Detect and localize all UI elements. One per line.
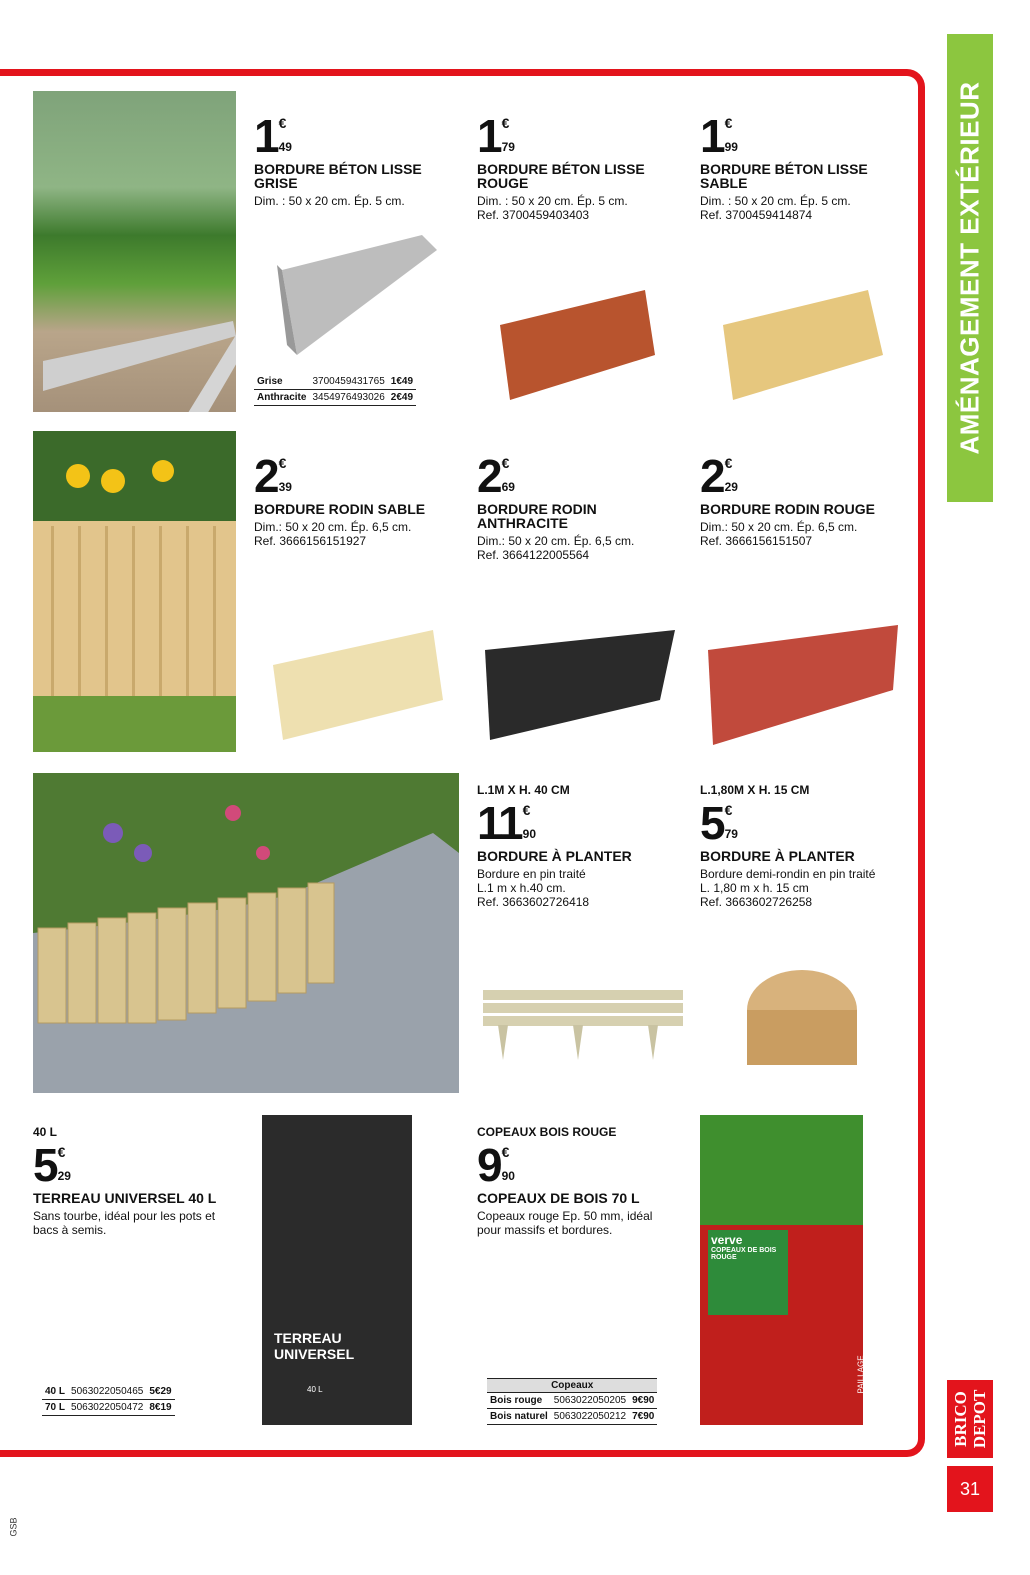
variant-ean: 3700459431765 (309, 374, 387, 390)
table-copeaux-variants (487, 1378, 657, 1425)
product-title: BORDURE RODIN SABLE (254, 501, 426, 517)
bag-copeaux-title: COPEAUX DE BOIS ROUGE (711, 1247, 777, 1261)
variant-name: 40 L (42, 1384, 68, 1400)
price-cents: 90 (501, 1169, 515, 1183)
image-bordure-grise (272, 230, 442, 360)
variant-ean: 5063022050472 (68, 1400, 146, 1416)
product-desc: Dim. : 50 x 20 cm. Ép. 5 cm. (700, 194, 851, 208)
price-cents: 79 (724, 827, 738, 841)
product-desc: Dim. : 50 x 20 cm. Ép. 5 cm. (254, 194, 405, 208)
product-desc: Dim. : 50 x 20 cm. Ép. 5 cm. (477, 194, 628, 208)
price (700, 799, 900, 847)
product-desc: Sans tourbe, idéal pour les pots et bacs à semis. (33, 1209, 216, 1237)
price-cents: 99 (724, 140, 738, 154)
table-row (42, 1384, 175, 1400)
logo-line2: DEPOT (970, 1389, 989, 1449)
variant-price: 1€49 (388, 374, 416, 390)
product-ref: Ref. 3700459403403 (477, 208, 590, 222)
image-rodin-rouge (703, 620, 903, 750)
table-row (254, 390, 416, 406)
image-terreau-bag (262, 1115, 412, 1425)
price-integer: 5 (33, 1139, 57, 1191)
product-block (477, 1125, 677, 1237)
product-title: BORDURE BÉTON LISSE GRISE (254, 161, 422, 191)
product-block (477, 452, 677, 562)
price-integer: 5 (700, 797, 724, 849)
table-terreau-variants (42, 1384, 175, 1416)
price-integer: 9 (477, 1139, 501, 1191)
product-size: L.1,80M X H. 15 CM (700, 783, 810, 797)
product-ref: Ref. 3666156151507 (700, 534, 813, 548)
product-ref: Ref. 3700459414874 (700, 208, 813, 222)
price-integer: 2 (254, 450, 278, 502)
price (477, 799, 677, 847)
price-currency: € (278, 455, 287, 471)
product-ref: Ref. 3663602726258 (700, 895, 813, 909)
product-title: BORDURE À PLANTER (477, 848, 632, 864)
price-integer: 1 (700, 110, 724, 162)
price (477, 452, 677, 500)
price-currency: € (724, 455, 733, 471)
product-desc: Dim.: 50 x 20 cm. Ép. 6,5 cm. (477, 534, 635, 548)
logo-line1: BRICO (951, 1391, 970, 1447)
table-row (487, 1393, 657, 1409)
variant-price: 7€90 (629, 1409, 657, 1425)
variant-ean: 5063022050205 (551, 1393, 629, 1409)
photo-wood-border (33, 773, 459, 1093)
price-currency: € (501, 455, 510, 471)
product-title: TERREAU UNIVERSEL 40 L (33, 1190, 217, 1206)
product-title: BORDURE RODIN ROUGE (700, 501, 876, 517)
product-block (254, 112, 454, 208)
variant-name: Bois naturel (487, 1409, 551, 1425)
product-size: 40 L (33, 1125, 58, 1139)
price-cents: 29 (724, 480, 738, 494)
product-title: COPEAUX DE BOIS 70 L (477, 1190, 640, 1206)
image-rodin-anthracite (480, 620, 680, 750)
product-size: L.1M X H. 40 CM (477, 783, 570, 797)
variant-name: Anthracite (254, 390, 309, 406)
price-currency: € (522, 802, 531, 818)
price-cents: 69 (501, 480, 515, 494)
image-copeaux-bag (700, 1115, 866, 1425)
price (700, 452, 900, 500)
product-desc: Bordure en pin traité (477, 867, 586, 881)
photo-rodin-flowers (33, 431, 236, 752)
product-ref: Ref. 3663602726418 (477, 895, 590, 909)
section-title: AMÉNAGEMENT EXTÉRIEUR (954, 81, 985, 455)
variant-name: Grise (254, 374, 309, 390)
price-currency: € (501, 115, 510, 131)
section-tab (947, 34, 993, 502)
product-title: BORDURE À PLANTER (700, 848, 855, 864)
product-block (700, 783, 900, 909)
variant-price: 5€29 (146, 1384, 174, 1400)
image-bordure-rouge (495, 285, 665, 405)
image-rodin-sable (268, 620, 448, 750)
product-title: BORDURE RODIN ANTHRACITE (477, 501, 597, 531)
brico-depot-logo (947, 1380, 993, 1458)
product-ref: Ref. 3664122005564 (477, 548, 590, 562)
product-block (477, 783, 677, 909)
table-row (254, 374, 416, 390)
bag-copeaux-brand: verve (711, 1233, 743, 1247)
footer-code: GSB (8, 1517, 19, 1537)
variant-price: 9€90 (629, 1393, 657, 1409)
bag-terreau-volume: 40 L (307, 1385, 323, 1394)
product-title: BORDURE BÉTON LISSE ROUGE (477, 161, 645, 191)
product-ref: Ref. 3666156151927 (254, 534, 367, 548)
table-row (487, 1409, 657, 1425)
table-bordure-variants (254, 374, 416, 406)
price-integer: 2 (700, 450, 724, 502)
price-integer: 2 (477, 450, 501, 502)
variant-price: 8€19 (146, 1400, 174, 1416)
product-dimensions: L.1 m x h.40 cm. (477, 881, 566, 895)
product-desc: Bordure demi-rondin en pin traité (700, 867, 876, 881)
image-bordure-planter (478, 985, 688, 1075)
product-block (33, 1125, 233, 1237)
price (477, 112, 677, 160)
image-demi-rondin (745, 965, 860, 1075)
product-block (254, 452, 454, 548)
price-cents: 29 (57, 1169, 71, 1183)
table-row (42, 1400, 175, 1416)
price-currency: € (501, 1144, 510, 1160)
price (33, 1141, 233, 1189)
image-bordure-sable (718, 285, 888, 405)
price (254, 112, 454, 160)
price-cents: 90 (522, 827, 536, 841)
price-currency: € (724, 802, 733, 818)
price-cents: 49 (278, 140, 292, 154)
bag-copeaux-side: PAILLAGE (856, 1355, 866, 1394)
page-number: 31 (947, 1466, 993, 1512)
photo-border-garden (33, 91, 236, 412)
price (477, 1141, 677, 1189)
variant-ean: 5063022050465 (68, 1384, 146, 1400)
price-cents: 79 (501, 140, 515, 154)
variant-ean: 3454976493026 (309, 390, 387, 406)
product-desc: Copeaux rouge Ep. 50 mm, idéal pour massifs et bordures. (477, 1209, 653, 1237)
product-dimensions: L. 1,80 m x h. 15 cm (700, 881, 809, 895)
bag-terreau-title: TERREAU UNIVERSEL (274, 1330, 355, 1362)
price (254, 452, 454, 500)
price (700, 112, 900, 160)
price-integer: 1 (254, 110, 278, 162)
variant-ean: 5063022050212 (551, 1409, 629, 1425)
table-copeaux-header: Copeaux (487, 1379, 657, 1393)
price-currency: € (278, 115, 287, 131)
price-cents: 39 (278, 480, 292, 494)
price-integer: 1 (477, 110, 501, 162)
product-block (477, 112, 677, 222)
product-size: COPEAUX BOIS ROUGE (477, 1125, 617, 1139)
price-currency: € (724, 115, 733, 131)
product-block (700, 112, 900, 222)
price-integer: 11 (477, 797, 522, 849)
product-block (700, 452, 900, 548)
variant-name: Bois rouge (487, 1393, 551, 1409)
price-currency: € (57, 1144, 66, 1160)
variant-price: 2€49 (388, 390, 416, 406)
product-title: BORDURE BÉTON LISSE SABLE (700, 161, 868, 191)
variant-name: 70 L (42, 1400, 68, 1416)
product-desc: Dim.: 50 x 20 cm. Ép. 6,5 cm. (700, 520, 858, 534)
product-desc: Dim.: 50 x 20 cm. Ép. 6,5 cm. (254, 520, 412, 534)
